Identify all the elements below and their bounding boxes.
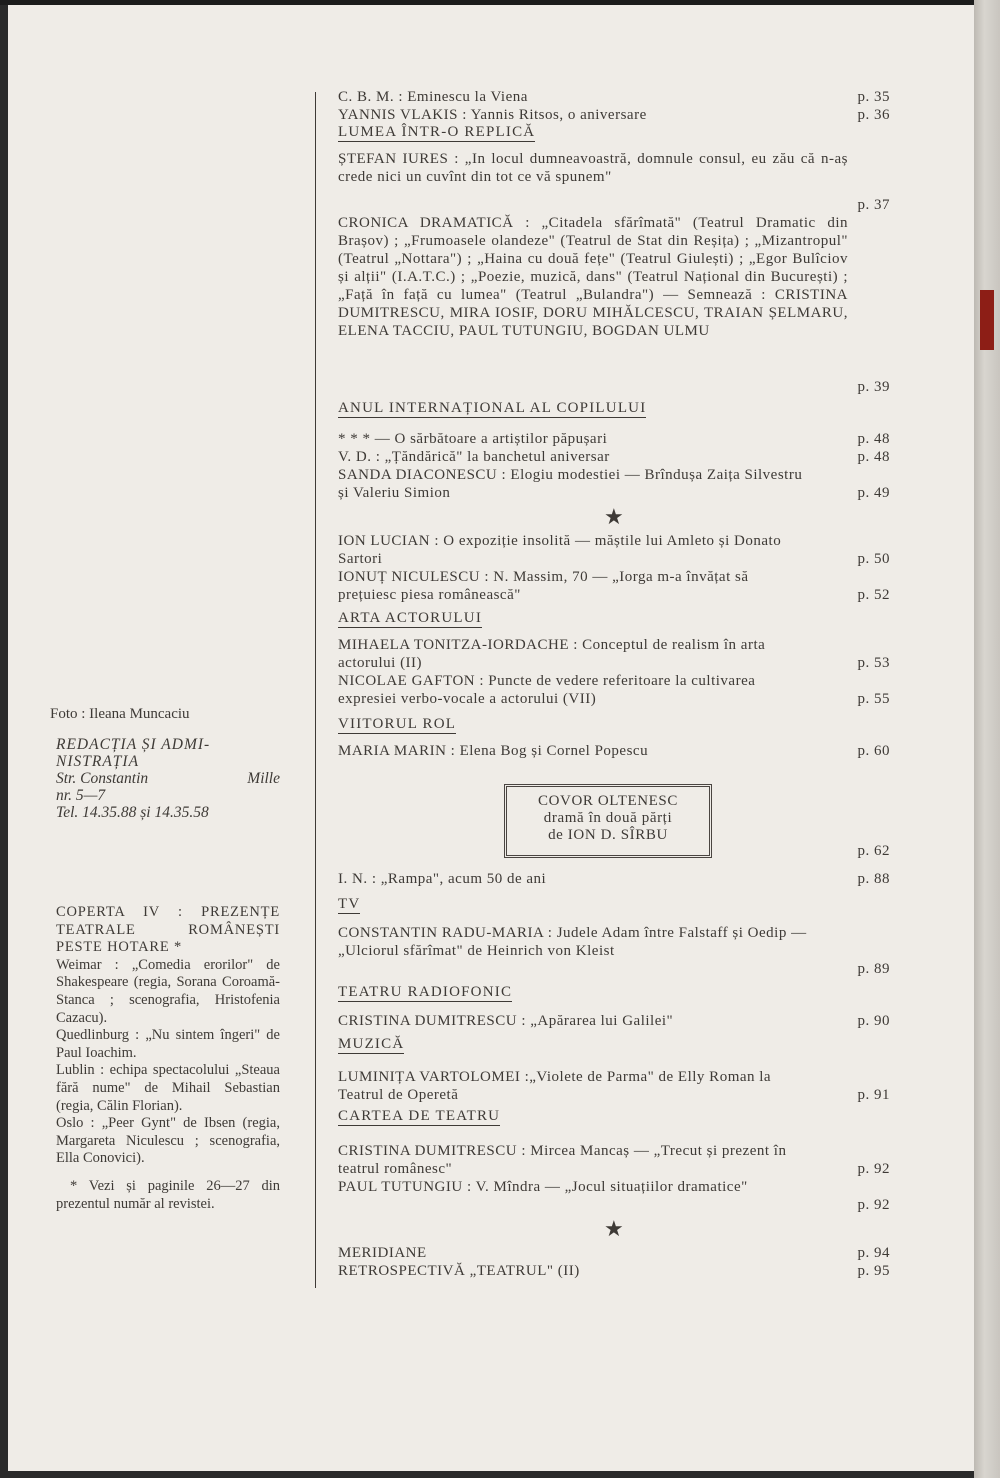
page-number: p. 94 — [857, 1245, 890, 1261]
toc-entry: PAUL TUTUNGIU : V. Mîndra — „Jocul situațiilor dramatice" — [338, 1179, 748, 1195]
cover-title-line3: PESTE HOTARE * — [56, 939, 183, 956]
page-number: p. 39 — [857, 379, 890, 395]
section-heading: ARTA ACTORULUI — [338, 610, 483, 626]
column-divider — [315, 92, 316, 1288]
page-number: p. 48 — [857, 431, 890, 447]
toc-entry: MARIA MARIN : Elena Bog și Cornel Popescu p. 60 — [338, 743, 890, 759]
toc-entry: MERIDIANE p. 94 — [338, 1245, 890, 1261]
cover-item-oslo: Oslo : „Peer Gynt" de Ibsen (regia, Margareta Niculescu ; scenografia, Ella Conovici). — [56, 1115, 280, 1167]
toc-entry: NICOLAE GAFTON : Puncte de vedere referitoare la cultivarea expresiei verbo-vocale a actorului (VII) — [338, 673, 756, 707]
page-number: p. 90 — [857, 1013, 890, 1029]
toc-entry: ION LUCIAN : O expoziție insolită — măștile lui Amleto și Donato Sartori — [338, 533, 782, 567]
star-icon: ★ — [604, 1216, 624, 1241]
toc-entry: SANDA DIACONESCU : Elogiu modestiei — Brîndușa Zaița Silvestru și Valeriu Simion — [338, 467, 803, 501]
street-row — [56, 770, 280, 787]
redaction-address — [56, 736, 280, 821]
play-title: COVOR OLTENESC — [538, 793, 678, 809]
page-number: p. 52 — [857, 587, 890, 603]
toc-entry: I. N. : „Rampa", acum 50 de ani p. 88 — [338, 871, 890, 887]
redaction-heading-line1: REDACȚIA ȘI ADMI- — [56, 736, 211, 753]
toc-entry: V. D. : „Țăndărică" la banchetul aniversar p. 48 — [338, 449, 890, 465]
toc-entry: MIHAELA TONITZA-IORDACHE : Conceptul de realism în arta actorului (II) — [338, 637, 766, 671]
cover-item-quedlinburg: Quedlinburg : „Nu sintem îngeri" de Paul Ioachim. — [56, 1027, 280, 1061]
toc-entry: CONSTANTIN RADU-MARIA : Judele Adam între Falstaff și Oedip — „Ulciorul sfărîmat" de Heinrich von Kleist — [338, 925, 807, 959]
page-number: p. 49 — [857, 485, 890, 501]
toc-entry: LUMINIȚA VARTOLOMEI :„Violete de Parma" de Elly Roman la Teatrul de Operetă — [338, 1069, 772, 1103]
page-number: p. 91 — [857, 1087, 890, 1103]
section-heading: LUMEA ÎNTR-O REPLICĂ — [338, 124, 536, 140]
page-number: p. 55 — [857, 691, 890, 707]
cover-item-lublin: Lublin : echipa spectacolului „Steaua fără nume" de Mihail Sebastian (regia, Călin Florian). — [56, 1062, 280, 1114]
cover-title-line2: TEATRALE ROMÂNEȘTI — [56, 921, 280, 938]
section-heading: TV — [338, 896, 361, 912]
section-heading: CARTEA DE TEATRU — [338, 1108, 501, 1124]
street-name-end: Mille — [247, 770, 280, 787]
section-heading: TEATRU RADIOFONIC — [338, 984, 513, 1000]
page-number: p. 92 — [857, 1161, 890, 1177]
redaction-heading-line2: NISTRAȚIA — [56, 753, 140, 770]
page-number: p. 48 — [857, 449, 890, 465]
page-number: p. 53 — [857, 655, 890, 671]
page-number: p. 62 — [857, 843, 890, 859]
cover-title-line1: COPERTA IV : PREZENȚE — [56, 904, 280, 920]
page-number: p. 88 — [857, 871, 890, 887]
cover-footnote: * Vezi și paginile 26—27 din prezentul număr al revistei. — [56, 1177, 280, 1212]
toc-entry: YANNIS VLAKIS : Yannis Ritsos, o aniversare p. 36 — [338, 107, 890, 123]
toc-entry: * * * — O sărbătoare a artiștilor păpușari p. 48 — [338, 431, 890, 447]
page-number: p. 37 — [857, 197, 890, 213]
page-number: p. 89 — [857, 961, 890, 977]
toc-entry: C. B. M. : Eminescu la Viena p. 35 — [338, 89, 890, 105]
telephone: Tel. 14.35.88 și 14.35.58 — [56, 804, 209, 821]
play-subtitle: dramă în două părți — [543, 810, 673, 826]
section-heading: ANUL INTERNAȚIONAL AL COPILULUI — [338, 400, 647, 416]
toc-entry: CRISTINA DUMITRESCU : „Apărarea lui Galilei" p. 90 — [338, 1013, 890, 1029]
cover-note — [56, 904, 280, 1213]
page-number: p. 35 — [857, 89, 890, 105]
section-heading: VIITORUL ROL — [338, 716, 457, 732]
red-tab-marker — [980, 290, 994, 350]
toc-entry: RETROSPECTIVĂ „TEATRUL" (II) p. 95 — [338, 1263, 890, 1279]
section-heading: MUZICĂ — [338, 1036, 405, 1052]
toc-entry: IONUȚ NICULESCU : N. Massim, 70 — „Iorga m-a învățat să prețuiesc piesa românească" — [338, 569, 749, 603]
page-number: p. 95 — [857, 1263, 890, 1279]
page-number: p. 36 — [857, 107, 890, 123]
photo-credit: Foto : Ileana Muncaciu — [50, 706, 190, 722]
page-number: p. 60 — [857, 743, 890, 759]
binding-strip — [974, 0, 1000, 1478]
page-number: p. 50 — [857, 551, 890, 567]
street: Str. Constantin — [56, 770, 149, 787]
play-author: de ION D. SÎRBU — [548, 827, 668, 843]
star-icon: ★ — [604, 504, 624, 529]
page-number: p. 92 — [857, 1197, 890, 1213]
street-number: nr. 5—7 — [56, 787, 106, 804]
toc-entry: ȘTEFAN IURES : „In locul dumneavoastră, domnule consul, eu zău că n-aș crede nici un cuvînt din tot ce vă spunem" — [338, 151, 848, 185]
toc-entry: CRONICA DRAMATICĂ : „Citadela sfărîmată" (Teatrul Dramatic din Brașov) ; „Frumoasele olandeze" (Teatrul de Stat din Reșița) ; „Mizantropul" (Teatrul „Nottara") ; „Haina cu două fețe" (Teatrul Giulești) ; „Egor Bulîciov și alții" (I.A.T.C.) ; „Poezie, muzică, dans" (Teatrul Național din București) ; „Față în față cu lumea" (Teatrul „Bulandra") — Semnează : CRISTINA DUMITRESCU, MIRA IOSIF, DORU MIHĂLCESCU, TRAIAN ȘELMARU, ELENA TACCIU, PAUL TUTUNGIU, BOGDAN ULMU — [338, 215, 848, 339]
cover-item-weimar: Weimar : „Comedia erorilor" de Shakespeare (regia, Sorana Coroamă-Stanca ; scenografia, Hristofenia Cazacu). — [56, 956, 280, 1026]
toc-entry: CRISTINA DUMITRESCU : Mircea Mancaș — „Trecut și prezent în teatrul românesc" — [338, 1143, 787, 1177]
